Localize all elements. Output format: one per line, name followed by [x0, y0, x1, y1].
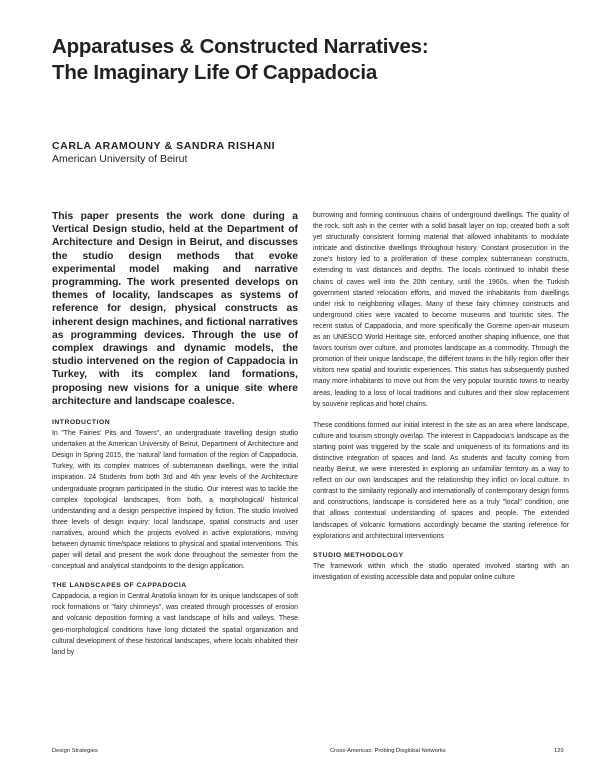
methodology-body: The framework within which the studio operated involved starting with an investigation of existing accessible data and popular online culture: [313, 562, 569, 581]
title-line-2: The Imaginary Life Of Cappadocia: [52, 61, 378, 84]
right-column: [313, 210, 569, 583]
footer-section-label: Design Strategies: [52, 748, 98, 754]
title-line-1: Apparatuses & Constructed Narratives:: [52, 35, 429, 58]
paper-title: [52, 34, 552, 86]
introduction-heading: INTRODUCTION: [52, 419, 111, 427]
left-column: [52, 210, 298, 658]
authors: CARLA ARAMOUNY & SANDRA RISHANI: [52, 140, 276, 152]
introduction-body: In "The Fairies' Pits and Towers", an undergraduate travelling design studio undertaken at the American University of Beirut, Department of Architecture and Design in Spring 2015, the 'natural' land formation of the region of Cappadocia, Turkey, with its complex matrices of subterranean dwellings, were the initial inspiration. 24 Students from both 3rd and 4th year levels of the Architecture undergraduate program participated in the studio. Our interest was to tackle the complex topological landscapes, from both, a morphological/ historical understanding and a design perspective inspired by fiction. The studio involved three levels of design inquiry: local landscape, spatial constructs and user narratives, around which the projects evolved in active explorations, moving between dynamic time/space relations to physical and spatial interventions. This paper will detail and present the work done throughout the semester from the conceptual and analytical standpoints to the design application.: [52, 430, 298, 571]
affiliation: American University of Beirut: [52, 153, 188, 165]
footer-conference-label: Cross-Americas: Probing Disglobal Networks: [330, 748, 446, 754]
right-paragraph-1: burrowing and forming continuous chains of underground dwellings. The quality of the rock, soft ash in the center with a solid basalt layer on top, created both a soft yet structurally consistent forming material that allowed inhabitants to modulate intricate and distinctive dwellings throughout history. Constant prosecution in the zone's history led to a proliferation of these complex subterranean constructs, extending to vast distances and depths. The locals continued to inhabit these chains of caves well into the 20th century, until the 1960s, when the Turkish government started relocation efforts, and moved the inhabitants from dwellings under risk to neighboring villages. Many of these fairy chimney constructs and underground cities were vacated to become museums and touristic sites. The recent status of Cappadocia, and more specifically the Goreme open-air museum as an UNESCO World Heritage site, enforced another shaping influence, one that favors tourism over culture, and promotes landscape as a commodity. Through the promotion of their unique landscape, the different towns in the hilly region offer their visitors new spatial and touristic experiences. This status has subsequently pushed many more inhabitants to move out from the very popular touristic towns to nearby areas, leading to a loss of local traditions and cultures and their slow replacement by souvenir replicas and hotel chains.: [313, 212, 569, 408]
right-paragraph-2: These conditions formed our initial interest in the site as an area where landscape, culture and tourism strongly overlap. The interest in Cappadocia's landscape as the starting point was triggered by the scale and uniqueness of its formations and its distinctive integration of spaces and land. As students and faculty coming from nearby Beirut, we were interested in exploring an unfamiliar territory as a way to reflect on our own landscapes and the relationship they inflict on local culture. In contrast to the similarity regionally and internationally of contemporary design forms and constructions, landscape is considered here as a truly "local" condition, one that allows contextual understanding of spaces and people. The extended landscapes of volcanic formations accordingly became the starting reference for explorations and architectural interventions: [313, 421, 569, 540]
page-number: 129: [554, 748, 564, 754]
landscapes-body: Cappadocia, a region in Central Anatolia known for its unique landscapes of soft rock formations or "fairy chimneys", was created through processes of erosion and volcanic deposition forming a vast landscape of hills and valleys. These geo-morphological conditions have long dictated the spatial organization and cultural development of these historical landscapes, where locals inhabited their land by: [52, 593, 298, 656]
landscapes-heading: THE LANDSCAPES OF CAPPADOCIA: [52, 582, 187, 590]
methodology-heading: STUDIO METHODOLOGY: [313, 551, 404, 559]
abstract: This paper presents the work done during a Vertical Design studio, held at the Department of Architecture and Design in Beirut, and discusses the studio design methods that evoke experimental model making and narrative programming. The work presented develops on themes of locality, landscapes as systems of reference for design, physical constructs as inherent design machines, and fictional narratives as programming devices. Through the use of complex drawings and dynamic models, the studio intervened on the region of Cappadocia in Turkey, with its complex land formations, proposing new visions for a unique site where architecture and landscape coalesce.: [52, 211, 298, 407]
